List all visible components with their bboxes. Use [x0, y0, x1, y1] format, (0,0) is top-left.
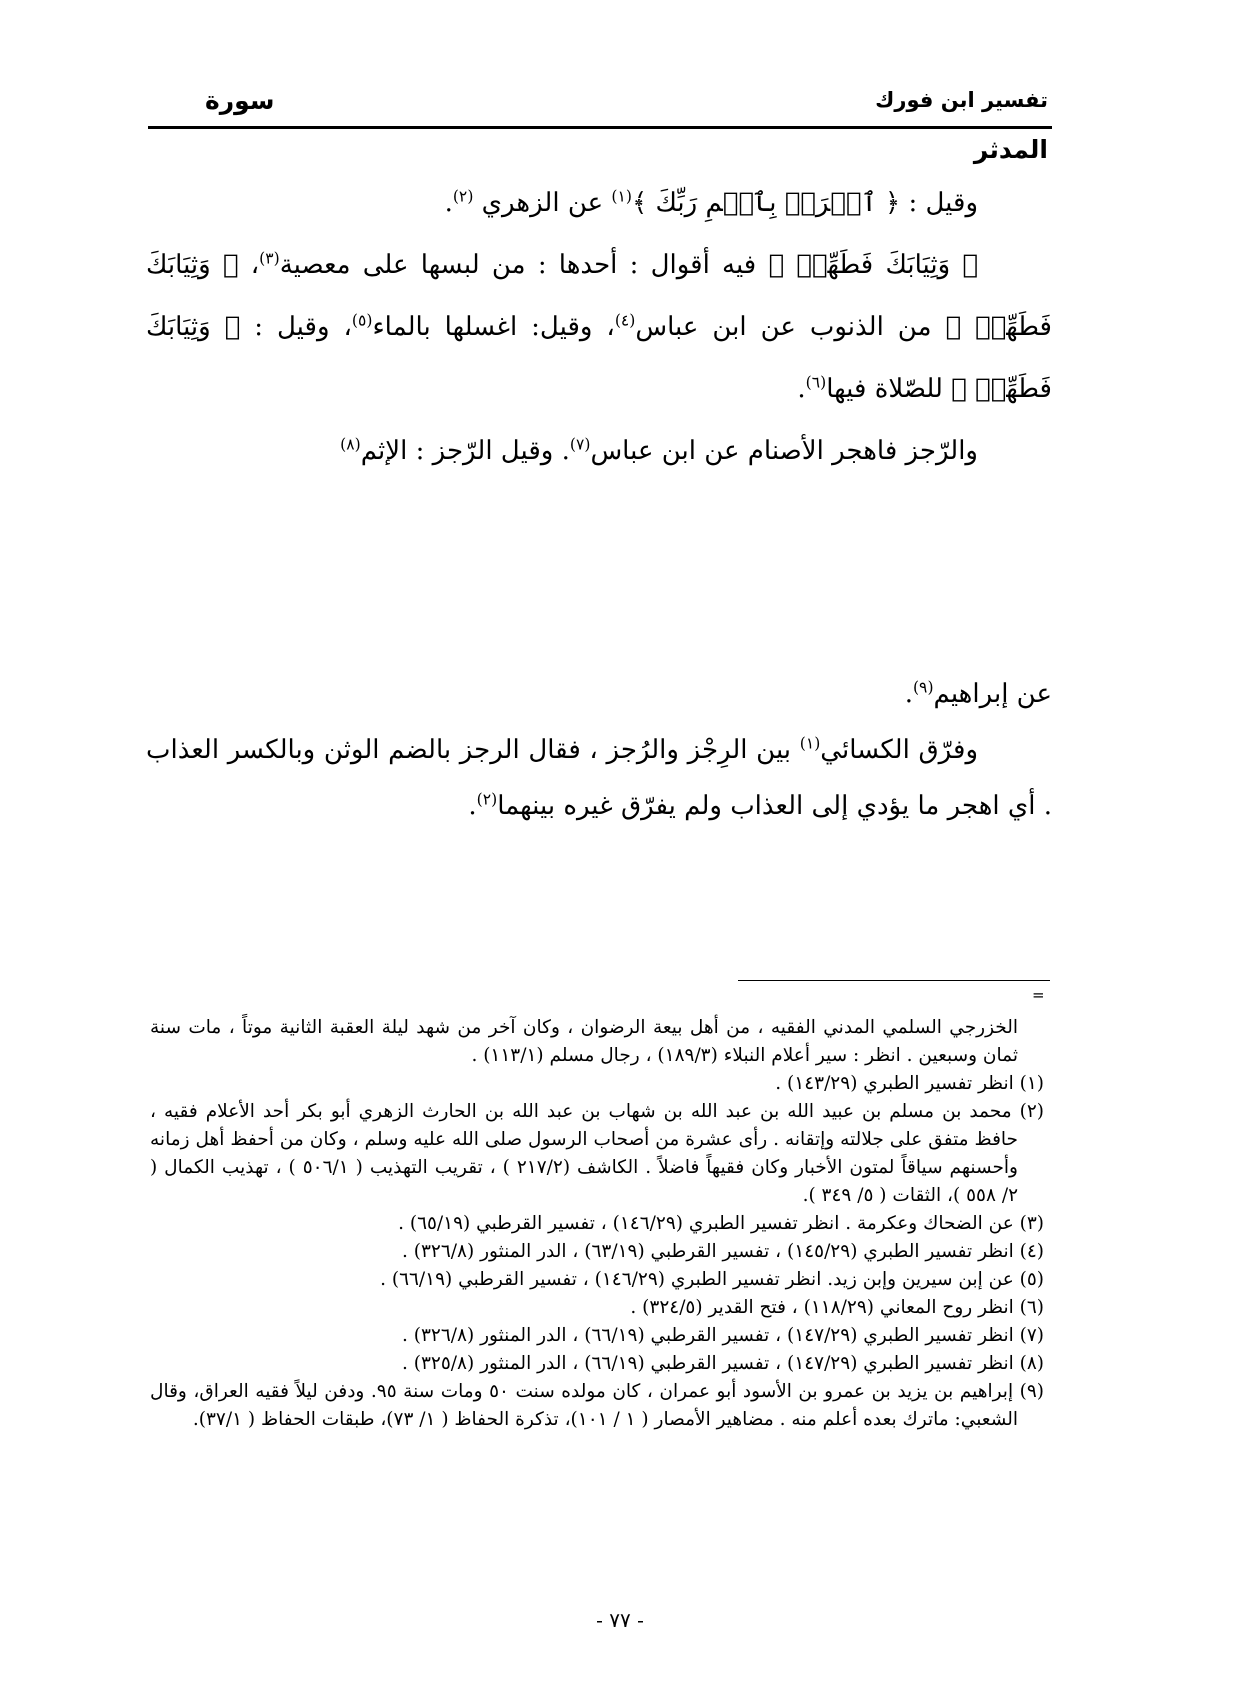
paragraph-ibrahim: عن إبراهيم$^{(٩)}$. [904, 678, 1052, 709]
paragraph-thiyab: ﴿ وَثِيَابَكَ فَطَهِّرۡ ﴾ فيه أقوال : أحدها : من لبسها على معصية$^{(٣)}$، ﴿ وَثِيَابَكَ فَطَهِّرۡ ﴾ من الذنوب عن ابن عباس$^{(٤)}$، وقيل: اغسلها بالماء$^{(٥)}$، وقيل : ﴿ وَثِيَابَكَ فَطَهِّرۡ ﴾ للصّلاة فيها$^{(٦)}$. [146, 249, 1052, 404]
footnote-9: (٩) إبراهيم بن يزيد بن عمرو بن الأسود أبو عمران ، كان مولده سنت ٥٠ ومات سنة ٩٥. ودفن ليلاً فقيه العراق، وقال الشعبي: ماترك بعده أعلم منه . مضاهير الأمصار ( ١ / ١٠١)، تذكرة الحفاظ ( ١/ ٧٣)، طبقات الحفاظ ( ٣٧/١). [150, 1381, 1044, 1430]
footnote-1: (١) انظر تفسير الطبري (١٤٣/٢٩) . [775, 1073, 1044, 1094]
main-text-block-1 [146, 172, 1052, 482]
running-header-surah-name: المدثر [973, 135, 1048, 164]
footnote-3: (٣) عن الضحاك وعكرمة . انظر تفسير الطبري (١٤٦/٢٩) ، تفسير القرطبي (٦٥/١٩) . [398, 1213, 1044, 1234]
page-number: - ٧٧ - [596, 1608, 644, 1632]
footnote-2: (٢) محمد بن مسلم بن عبيد الله بن عبد الله بن شهاب بن عبد الله بن الحارث الزهري أبو بكر أحد الأعلام فقيه ، حافظ متفق على جلالته وإتقانه . رأى عشرة من أصحاب الرسول صلى الله عليه وسلم ، وكان من أحفظ أهل زمانه وأحسنهم سياقاً لمتون الأخبار وكان فقيهاً فاضلاً . الكاشف (٢١٧/٢ ) ، تقريب التهذيب ( ٥٠٦/١ ) ، تهذيب الكمال ( ٢/ ٥٥٨ )، الثقات ( ٥/ ٣٤٩ ). [150, 1101, 1044, 1206]
footnote-7: (٧) انظر تفسير الطبري (١٤٧/٢٩) ، تفسير القرطبي (٦٦/١٩) ، الدر المنثور (٣٢٦/٨) . [402, 1325, 1044, 1346]
footnote-separator [738, 980, 1050, 981]
running-header-book-title: تفسير ابن فورك [875, 88, 1048, 112]
running-header-surah-label: سورة [205, 86, 275, 115]
main-text-block-2 [146, 666, 1052, 834]
paragraph-kisai: وفرّق الكسائي$^{(١)}$ بين الرِجْز والرُجز ، فقال الرجز بالضم الوثن وبالكسر العذاب . أي اهجر ما يؤدي إلى العذاب ولم يفرّق غيره بينهما$^{(٢)}$. [146, 734, 1052, 821]
footnote-5: (٥) عن إبن سيرين وإبن زيد. انظر تفسير الطبري (١٤٦/٢٩) ، تفسير القرطبي (٦٦/١٩) . [380, 1269, 1044, 1290]
footnote-8: (٨) انظر تفسير الطبري (١٤٧/٢٩) ، تفسير القرطبي (٦٦/١٩) ، الدر المنثور (٣٢٥/٨) . [402, 1353, 1044, 1374]
footnote-6: (٦) انظر روح المعاني (١١٨/٢٩) ، فتح القدير (٣٢٤/٥) . [630, 1297, 1044, 1318]
footnote-continuation-mark: = [1032, 986, 1045, 1004]
paragraph-iqra: وقيل : ﴿ ٱقۡرَأۡ بِٱسۡمِ رَبِّكَ ﴾$^{(١)}$ عن الزهري $^{(٢)}$. [444, 187, 978, 218]
header-rule [148, 126, 1052, 129]
footnote-4: (٤) انظر تفسير الطبري (١٤٥/٢٩) ، تفسير القرطبي (٦٣/١٩) ، الدر المنثور (٣٢٦/٨) . [402, 1241, 1044, 1262]
footnote-continuation: الخزرجي السلمي المدني الفقيه ، من أهل بيعة الرضوان ، وكان آخر من شهد ليلة العقبة الثانية موتاً ، مات سنة ثمان وسبعين . انظر : سير أعلام النبلاء (١٨٩/٣) ، رجال مسلم (١١٣/١) . [150, 1017, 1018, 1066]
paragraph-rujz: والرّجز فاهجر الأصنام عن ابن عباس$^{(٧)}$. وقيل الرّجز : الإثم$^{(٨)}$ [340, 435, 978, 466]
footnotes-section [150, 1014, 1044, 1434]
